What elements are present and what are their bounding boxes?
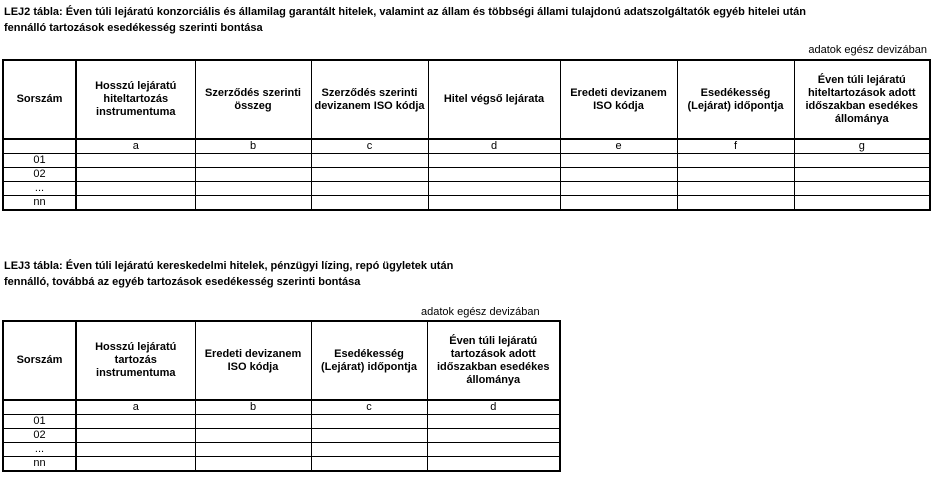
table-row <box>3 154 930 168</box>
table-cell[interactable] <box>427 415 560 429</box>
table-cell[interactable] <box>677 196 794 211</box>
lej2-row-number: 02 <box>3 168 76 182</box>
lej3-header-d: Éven túli lejáratú tartozások adott időszakban esedékes állománya <box>427 321 560 400</box>
lej3-letter-cell: d <box>427 400 560 415</box>
table-cell[interactable] <box>195 182 311 196</box>
lej3-row-number: 01 <box>3 415 76 429</box>
table-cell[interactable] <box>677 182 794 196</box>
lej3-table <box>2 320 561 472</box>
table-cell[interactable] <box>76 415 195 429</box>
table-row <box>3 457 560 472</box>
lej3-letter-cell: a <box>76 400 195 415</box>
lej3-letter-cell: b <box>195 400 311 415</box>
table-cell[interactable] <box>195 457 311 472</box>
table-cell[interactable] <box>794 196 930 211</box>
table-cell[interactable] <box>311 168 428 182</box>
table-cell[interactable] <box>677 154 794 168</box>
lej3-letter-cell <box>3 400 76 415</box>
lej3-title <box>4 258 453 290</box>
lej3-row-number: ... <box>3 443 76 457</box>
table-cell[interactable] <box>76 429 195 443</box>
table-cell[interactable] <box>311 415 427 429</box>
lej3-row-number: nn <box>3 457 76 472</box>
table-row <box>3 429 560 443</box>
table-cell[interactable] <box>311 182 428 196</box>
table-cell[interactable] <box>428 154 560 168</box>
lej2-row-number: nn <box>3 196 76 211</box>
lej3-letter-row <box>3 400 560 415</box>
table-cell[interactable] <box>794 182 930 196</box>
lej2-letter-cell: b <box>195 139 311 154</box>
lej2-letter-cell: g <box>794 139 930 154</box>
lej2-row-number: ... <box>3 182 76 196</box>
table-cell[interactable] <box>76 168 195 182</box>
lej2-letter-row <box>3 139 930 154</box>
lej2-title <box>4 4 806 36</box>
table-cell[interactable] <box>427 457 560 472</box>
table-cell[interactable] <box>76 196 195 211</box>
lej2-letter-cell: c <box>311 139 428 154</box>
table-cell[interactable] <box>560 154 677 168</box>
lej2-header-f: Esedékesség (Lejárat) időpontja <box>677 60 794 139</box>
table-cell[interactable] <box>428 168 560 182</box>
table-cell[interactable] <box>195 443 311 457</box>
lej2-letter-cell <box>3 139 76 154</box>
table-cell[interactable] <box>311 196 428 211</box>
lej2-unit-note: adatok egész devizában <box>808 44 927 56</box>
lej2-letter-cell: a <box>76 139 195 154</box>
lej3-letter-cell: c <box>311 400 427 415</box>
table-row <box>3 443 560 457</box>
table-cell[interactable] <box>427 429 560 443</box>
table-cell[interactable] <box>195 196 311 211</box>
table-cell[interactable] <box>311 429 427 443</box>
lej3-header-sorszam: Sorszám <box>3 321 76 400</box>
table-cell[interactable] <box>677 168 794 182</box>
lej2-letter-cell: f <box>677 139 794 154</box>
lej3-header-a: Hosszú lejáratú tartozás instrumentuma <box>76 321 195 400</box>
lej2-header-e: Eredeti devizanem ISO kódja <box>560 60 677 139</box>
table-cell[interactable] <box>195 415 311 429</box>
lej2-letter-cell: e <box>560 139 677 154</box>
table-cell[interactable] <box>76 182 195 196</box>
table-cell[interactable] <box>428 196 560 211</box>
table-cell[interactable] <box>560 168 677 182</box>
table-row <box>3 182 930 196</box>
lej2-header-b: Szerződés szerinti összeg <box>195 60 311 139</box>
lej2-header-c: Szerződés szerinti devizanem ISO kódja <box>311 60 428 139</box>
lej2-header-a: Hosszú lejáratú hiteltartozás instrumentuma <box>76 60 195 139</box>
table-cell[interactable] <box>794 168 930 182</box>
lej2-title-line1: LEJ2 tábla: Éven túli lejáratú konzorciális és államilag garantált hitelek, valamint az állam és többségi állami tulajdonú adatszolgáltatók egyéb hitelei után <box>4 6 807 18</box>
table-cell[interactable] <box>311 457 427 472</box>
table-row <box>3 196 930 211</box>
table-cell[interactable] <box>76 443 195 457</box>
lej3-title-line1: LEJ3 tábla: Éven túli lejáratú kereskedelmi hitelek, pénzügyi lízing, repó ügyletek után <box>4 260 454 272</box>
lej3-header-c: Esedékesség (Lejárat) időpontja <box>311 321 427 400</box>
lej2-title-line2: fennálló tartozások esedékesség szerinti bontása <box>4 22 263 34</box>
lej3-header-b: Eredeti devizanem ISO kódja <box>195 321 311 400</box>
lej2-header-sorszam: Sorszám <box>3 60 76 139</box>
table-cell[interactable] <box>560 182 677 196</box>
lej2-header-g: Éven túli lejáratú hiteltartozások adott időszakban esedékes állománya <box>794 60 930 139</box>
table-cell[interactable] <box>76 457 195 472</box>
table-cell[interactable] <box>195 168 311 182</box>
table-cell[interactable] <box>195 429 311 443</box>
lej3-row-number: 02 <box>3 429 76 443</box>
lej2-letter-cell: d <box>428 139 560 154</box>
lej2-table <box>2 59 931 211</box>
table-cell[interactable] <box>311 154 428 168</box>
table-row <box>3 415 560 429</box>
lej3-title-line2: fennálló, továbbá az egyéb tartozások esedékesség szerinti bontása <box>4 276 361 288</box>
lej2-header-d: Hitel végső lejárata <box>428 60 560 139</box>
table-cell[interactable] <box>427 443 560 457</box>
table-cell[interactable] <box>195 154 311 168</box>
table-cell[interactable] <box>76 154 195 168</box>
lej3-unit-note: adatok egész devizában <box>421 306 540 318</box>
lej2-row-number: 01 <box>3 154 76 168</box>
table-cell[interactable] <box>428 182 560 196</box>
table-cell[interactable] <box>311 443 427 457</box>
table-row <box>3 168 930 182</box>
table-cell[interactable] <box>560 196 677 211</box>
table-cell[interactable] <box>794 154 930 168</box>
